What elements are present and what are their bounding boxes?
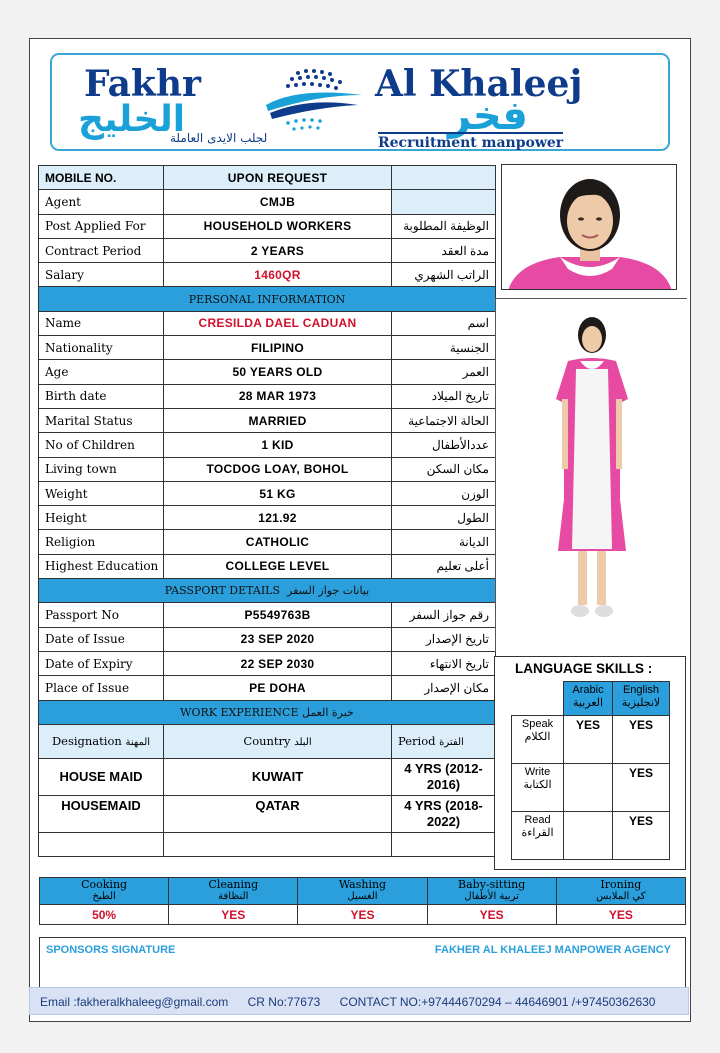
table-row [39, 457, 496, 481]
section-title-ar: بيانات جواز السفر [287, 584, 370, 598]
field-value: FILIPINO [164, 336, 392, 360]
work-row [39, 758, 496, 795]
field-arabic: الطول [392, 506, 496, 530]
language-skills-panel [494, 656, 686, 870]
logo-text-arabic-khaleej: الخليج [78, 99, 186, 140]
agency-logo [50, 53, 670, 151]
skill-cooking-value: 50% [40, 905, 169, 925]
skill-label-en: Speak [521, 718, 554, 730]
country-header [164, 724, 392, 758]
table-row [39, 238, 496, 262]
work-header-row [39, 724, 496, 758]
field-arabic: الراتب الشهري [392, 263, 496, 287]
agency-signature-label: FAKHER AL KHALEEJ MANPOWER AGENCY [434, 944, 671, 956]
section-title-en: WORK EXPERIENCE [180, 705, 299, 719]
field-value: COLLEGE LEVEL [164, 554, 392, 578]
field-value: 121.92 [164, 506, 392, 530]
skill-babysitting-value: YES [427, 905, 556, 925]
full-body-photo [495, 298, 687, 652]
field-arabic: تاريخ الميلاد [392, 384, 496, 408]
table-row [39, 336, 496, 360]
field-value: 2 YEARS [164, 238, 392, 262]
field-value: 51 KG [164, 481, 392, 505]
table-row [39, 360, 496, 384]
field-label: Living town [39, 457, 164, 481]
designation-header-en: Designation [51, 734, 122, 749]
arabic-column-ar: العربية [572, 697, 604, 709]
language-skills-table [511, 681, 670, 860]
section-header-passport [39, 579, 496, 603]
skill-label-ar: الكتابة [523, 779, 552, 791]
field-label: Date of Issue [39, 627, 164, 651]
field-arabic: مكان الإصدار [392, 676, 496, 700]
field-arabic: تاريخ الانتهاء [392, 651, 496, 675]
field-label: Passport No [39, 603, 164, 627]
table-row [39, 433, 496, 457]
field-value: 50 YEARS OLD [164, 360, 392, 384]
language-row [512, 764, 670, 812]
skill-label-ar: الكلام [524, 731, 551, 743]
salary-value: 1460QR [164, 263, 392, 287]
skill-cleaning-value: YES [169, 905, 298, 925]
english-write-value: YES [613, 764, 670, 812]
section-title [39, 700, 496, 724]
field-label: Name [39, 311, 164, 335]
field-arabic: مكان السكن [392, 457, 496, 481]
language-row [512, 716, 670, 764]
english-read-value: YES [613, 812, 670, 860]
field-value: 1 KID [164, 433, 392, 457]
skill-name: Cooking [81, 878, 128, 891]
period-header-ar: الفترة [439, 737, 464, 749]
table-row [39, 627, 496, 651]
field-arabic: عددالأطفال [392, 433, 496, 457]
country-header-ar: البلد [294, 737, 312, 749]
field-label: MOBILE NO. [39, 166, 164, 190]
section-title: PERSONAL INFORMATION [39, 287, 496, 311]
field-arabic [392, 190, 496, 214]
table-row [39, 603, 496, 627]
field-arabic: الوظيفة المطلوبة [392, 214, 496, 238]
skill-label [512, 716, 564, 764]
work-period: 4 YRS (2012-2016) [392, 758, 496, 795]
arabic-speak-value: YES [564, 716, 613, 764]
work-row [39, 795, 496, 832]
details-table [38, 165, 496, 857]
skills-header-row [40, 878, 686, 905]
contact-footer [29, 987, 689, 1015]
field-arabic: الحالة الاجتماعية [392, 408, 496, 432]
english-column-ar: لانجليزية [621, 697, 661, 709]
arabic-column-en: Arabic [572, 684, 604, 696]
field-label: Place of Issue [39, 676, 164, 700]
field-arabic: الجنسية [392, 336, 496, 360]
section-title-ar: خبرة العمل [301, 705, 354, 719]
empty-cell [512, 682, 564, 716]
field-label: Post Applied For [39, 214, 164, 238]
cv-sheet [29, 38, 691, 1022]
skill-cooking-header [40, 878, 169, 905]
skill-label-ar: القراءة [521, 827, 554, 839]
work-country: KUWAIT [164, 758, 392, 795]
field-value: HOUSEHOLD WORKERS [164, 214, 392, 238]
english-column-header [613, 682, 670, 716]
logo-text-fakhr: Fakhr [84, 63, 201, 105]
language-skills-title: LANGUAGE SKILLS : [515, 661, 653, 676]
table-row [39, 311, 496, 335]
country-header-en: Country [243, 734, 291, 749]
section-title-en: PASSPORT DETAILS [164, 584, 281, 598]
skill-ironing-header [556, 878, 685, 905]
field-value: CMJB [164, 190, 392, 214]
field-value: MARRIED [164, 408, 392, 432]
footer-cr-number: CR No:77673 [247, 995, 321, 1009]
logo-subtitle: Recruitment manpower [378, 132, 563, 151]
portrait-photo [501, 164, 677, 290]
skill-washing-header [298, 878, 427, 905]
english-column-en: English [622, 684, 660, 696]
field-arabic: رقم جواز السفر [392, 603, 496, 627]
skill-name: Washing [338, 878, 387, 891]
language-header-row [512, 682, 670, 716]
table-row [39, 554, 496, 578]
work-country: QATAR [164, 795, 392, 832]
field-value: 23 SEP 2020 [164, 627, 392, 651]
field-value: P5549763B [164, 603, 392, 627]
table-row [39, 506, 496, 530]
table-row [39, 384, 496, 408]
work-designation: HOUSEMAID [39, 795, 164, 832]
field-arabic: تاريخ الإصدار [392, 627, 496, 651]
empty-cell [164, 832, 392, 856]
table-row [39, 530, 496, 554]
arabic-column-header [564, 682, 613, 716]
skill-label [512, 764, 564, 812]
field-value: 28 MAR 1973 [164, 384, 392, 408]
table-row [39, 214, 496, 238]
field-arabic: الديانة [392, 530, 496, 554]
field-label: Religion [39, 530, 164, 554]
skill-name-ar: تربية الأطفال [464, 891, 519, 902]
table-row [39, 481, 496, 505]
table-row [39, 190, 496, 214]
name-value: CRESILDA DAEL CADUAN [164, 311, 392, 335]
field-label: No of Children [39, 433, 164, 457]
skill-name-ar: النظافة [218, 891, 249, 902]
field-value: CATHOLIC [164, 530, 392, 554]
field-label: Highest Education [39, 554, 164, 578]
field-arabic: العمر [392, 360, 496, 384]
table-row-empty [39, 832, 496, 856]
designation-header [39, 724, 164, 758]
field-arabic [392, 166, 496, 190]
period-header [392, 724, 496, 758]
field-label: Contract Period [39, 238, 164, 262]
skill-label [512, 812, 564, 860]
field-label: Marital Status [39, 408, 164, 432]
section-header-personal [39, 287, 496, 311]
field-label: Agent [39, 190, 164, 214]
mobile-row [39, 166, 496, 190]
footer-contact: CONTACT NO:+97444670294 – 44646901 /+97450362630 [339, 995, 656, 1009]
field-value: PE DOHA [164, 676, 392, 700]
field-value: UPON REQUEST [164, 166, 392, 190]
table-row [39, 651, 496, 675]
empty-cell [392, 832, 496, 856]
full-body-illustration [496, 299, 688, 653]
skill-name-ar: الغسيل [347, 891, 378, 902]
logo-wave-icon [258, 65, 368, 137]
arabic-write-value [564, 764, 613, 812]
field-value: 22 SEP 2030 [164, 651, 392, 675]
table-row [39, 263, 496, 287]
skill-name: Baby-sitting [458, 878, 526, 891]
logo-text-al-khaleej: Al Khaleej [375, 63, 583, 105]
field-label: Age [39, 360, 164, 384]
field-label: Nationality [39, 336, 164, 360]
skill-babysitting-header [427, 878, 556, 905]
section-title [39, 579, 496, 603]
field-label: Weight [39, 481, 164, 505]
table-row [39, 676, 496, 700]
period-header-en: Period [398, 734, 436, 749]
skill-cleaning-header [169, 878, 298, 905]
table-row [39, 408, 496, 432]
work-skills-table [39, 877, 686, 925]
skill-label-en: Write [524, 766, 551, 778]
field-arabic: أعلى تعليم [392, 554, 496, 578]
field-arabic: اسم [392, 311, 496, 335]
skill-name-ar: كي الملابس [596, 891, 646, 902]
field-value: TOCDOG LOAY, BOHOL [164, 457, 392, 481]
skill-label-en: Read [524, 814, 551, 826]
skill-name: Ironing [600, 878, 642, 891]
empty-cell [39, 832, 164, 856]
work-period: 4 YRS (2018-2022) [392, 795, 496, 832]
work-designation: HOUSE MAID [39, 758, 164, 795]
field-label: Salary [39, 263, 164, 287]
field-label: Date of Expiry [39, 651, 164, 675]
designation-header-ar: المهنة [125, 737, 151, 749]
sponsor-signature-label: SPONSORS SIGNATURE [46, 944, 176, 956]
portrait-illustration [502, 165, 677, 290]
field-label: Birth date [39, 384, 164, 408]
field-arabic: الوزن [392, 481, 496, 505]
field-arabic: مدة العقد [392, 238, 496, 262]
language-row [512, 812, 670, 860]
footer-email: Email :fakheralkhaleeg@gmail.com [40, 995, 229, 1009]
english-speak-value: YES [613, 716, 670, 764]
logo-subtitle-arabic: لجلب الايدى العاملة [170, 131, 268, 145]
field-label: Height [39, 506, 164, 530]
skill-ironing-value: YES [556, 905, 685, 925]
section-header-work [39, 700, 496, 724]
skill-name-ar: الطبخ [92, 891, 116, 902]
skills-value-row [40, 905, 686, 925]
skill-name: Cleaning [208, 878, 259, 891]
skill-washing-value: YES [298, 905, 427, 925]
logo-text-arabic-fakhr: فخر [448, 93, 528, 139]
arabic-read-value [564, 812, 613, 860]
